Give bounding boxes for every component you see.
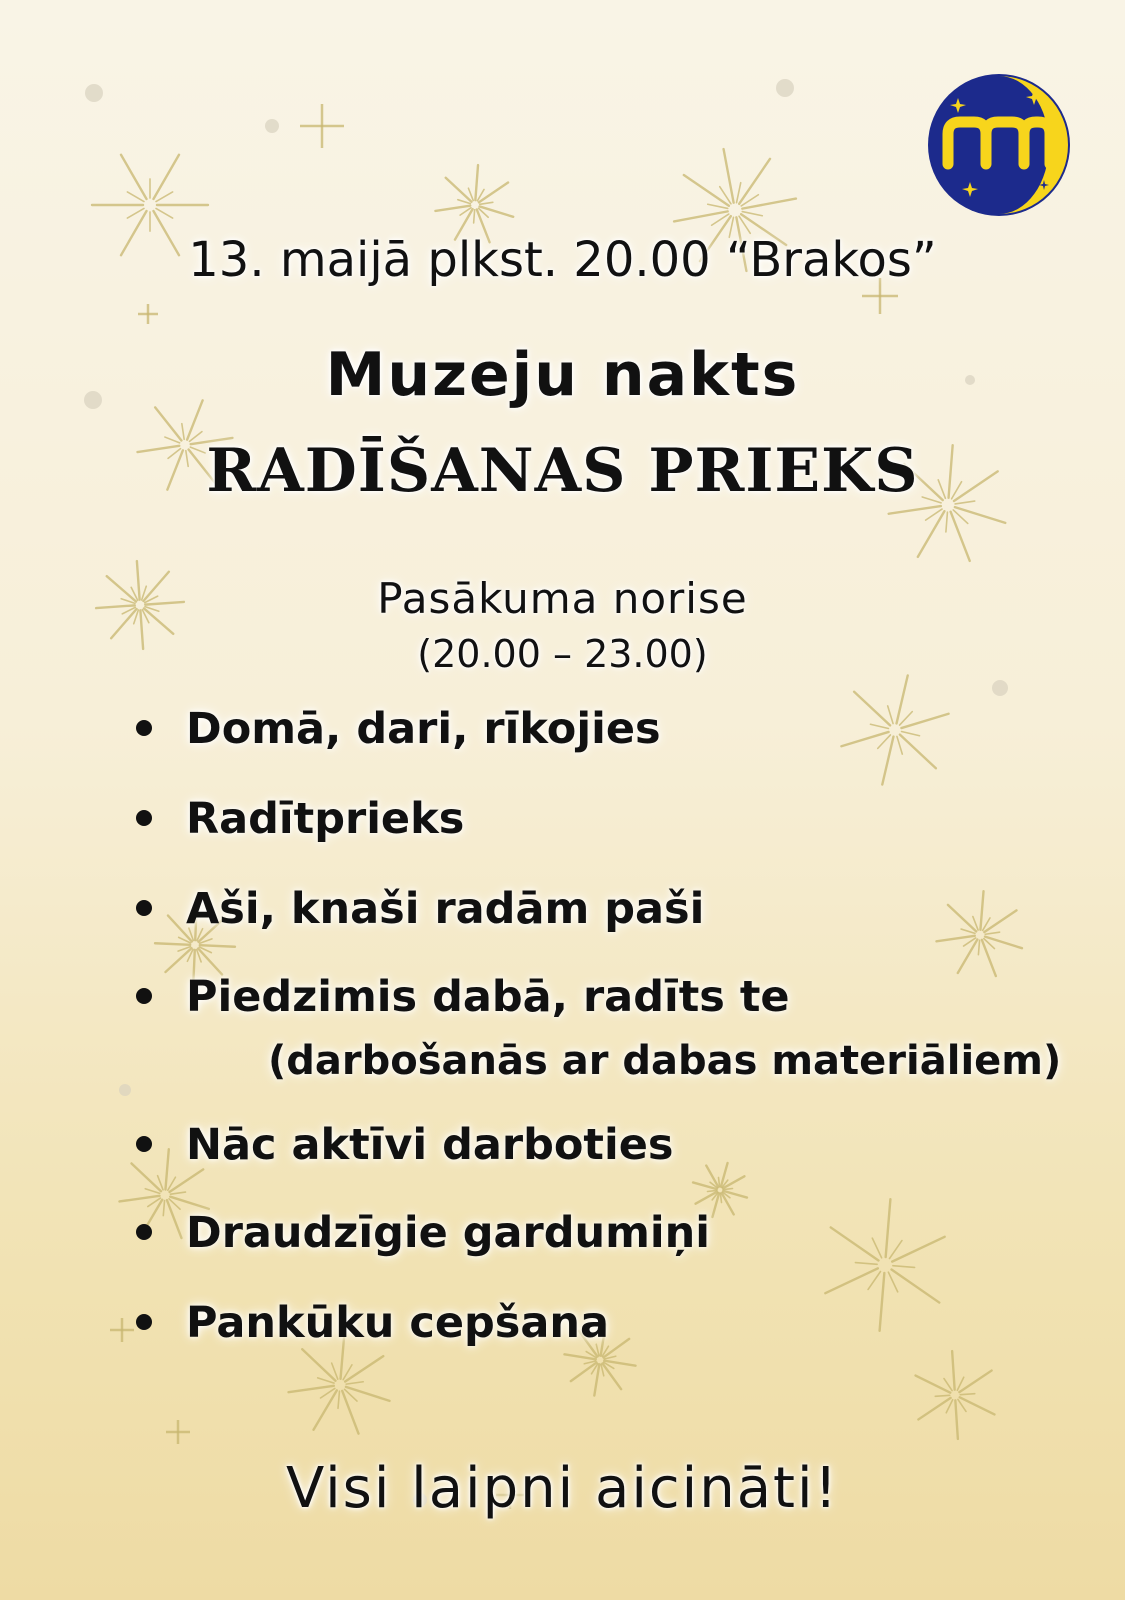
list-item (136, 1298, 609, 1348)
sparkle-cross-icon (138, 304, 158, 324)
sparkle-cross-icon (110, 1318, 134, 1342)
list-item (136, 884, 704, 934)
sparkle-cross-icon (300, 104, 344, 148)
sparkle-icon (916, 1351, 995, 1439)
sparkle-dot (119, 1084, 131, 1096)
bullet-icon (136, 810, 152, 826)
sparkle-dot (85, 84, 103, 102)
event-title: Muzeju nakts (325, 340, 800, 410)
sparkle-icon (435, 165, 513, 242)
sparkle-dot (992, 680, 1008, 696)
list-item-label: Radītprieks (186, 794, 465, 844)
closing-invitation: Visi laipni aicināti! (286, 1456, 839, 1521)
museum-logo (926, 72, 1072, 218)
bullet-icon (136, 1224, 152, 1240)
sparkle-icon (841, 675, 948, 784)
sparkle-icon (825, 1199, 944, 1331)
list-item-label: Nāc aktīvi darboties (186, 1120, 674, 1170)
event-subtitle: RADĪŠANAS PRIEKS (206, 436, 919, 506)
list-item-label: Domā, dari, rīkojies (186, 704, 661, 754)
list-item-label: Aši, knaši radām paši (186, 884, 705, 934)
bullet-icon (136, 1136, 152, 1152)
list-item (136, 704, 661, 754)
list-item-label: Pankūku cepšana (186, 1298, 610, 1348)
list-item (136, 1120, 674, 1170)
sparkle-icon (936, 891, 1022, 976)
sparkle-dot (265, 119, 279, 133)
bullet-icon (136, 720, 152, 736)
bullet-icon (136, 988, 152, 1004)
sparkle-icon (289, 1333, 390, 1433)
list-item-label: Draudzīgie gardumiņi (186, 1208, 711, 1258)
sparkle-dot (776, 79, 794, 97)
list-item (136, 1208, 710, 1258)
list-item (136, 794, 464, 844)
bullet-icon (136, 1314, 152, 1330)
list-item-label: Piedzimis dabā, radīts te (186, 972, 790, 1022)
event-date-line: 13. maijā plkst. 20.00 “Brakos” (188, 232, 937, 288)
schedule-label: Pasākuma norise (377, 574, 748, 623)
schedule-time: (20.00 – 23.00) (417, 632, 708, 676)
sparkle-cross-icon (166, 1420, 190, 1444)
list-item (136, 972, 790, 1022)
bullet-icon (136, 900, 152, 916)
list-item-note: (darbošanās ar dabas materiāliem) (268, 1038, 1062, 1084)
